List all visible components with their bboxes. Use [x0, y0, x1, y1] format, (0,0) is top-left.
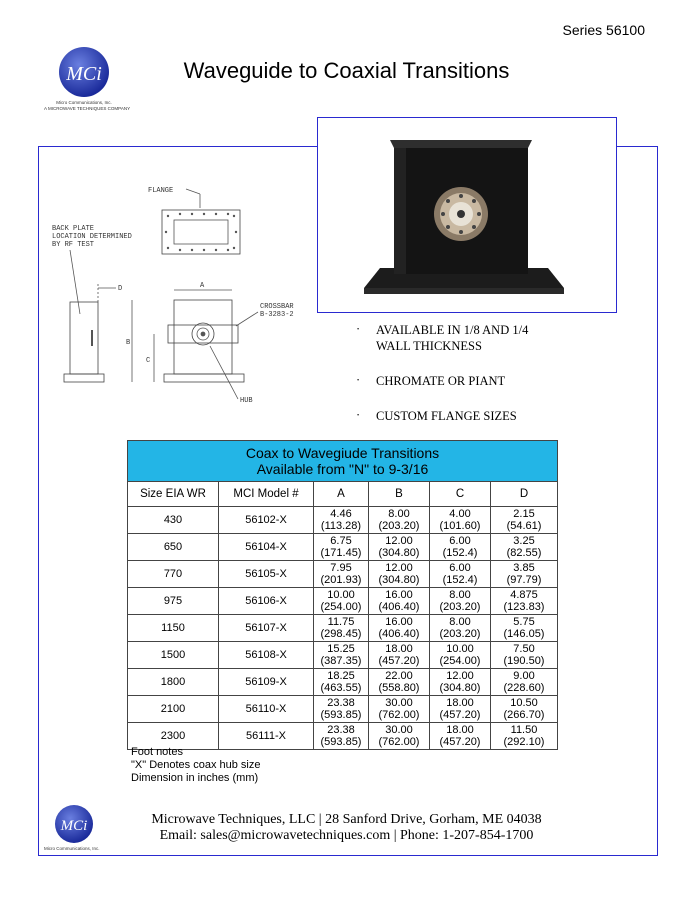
contact-address: Microwave Techniques, LLC | 28 Sanford Drive, Gorham, ME 04038 — [151, 812, 542, 827]
logo-caption: Micro Communications, Inc. — [56, 100, 112, 105]
svg-text:D: D — [118, 285, 123, 293]
logo-caption: Micro Communications, Inc. — [44, 846, 100, 851]
feature-item: · CUSTOM FLANGE SIZES — [356, 408, 517, 423]
contact-info — [0, 812, 693, 844]
page-title: Waveguide to Coaxial Transitions — [183, 58, 510, 83]
svg-text:C: C — [146, 357, 151, 365]
footnotes-title: Foot notes — [131, 746, 183, 758]
series-label: Series 56100 — [562, 22, 645, 38]
svg-text:FLANGE: FLANGE — [148, 187, 174, 195]
table-row: 770 56105-X 7.95 (201.93) 12.00 (304.80) 6.00 (152.4) 3.85 (97.79) — [128, 561, 558, 588]
dimension-drawing — [50, 180, 310, 415]
footnote-line: "X" Denotes coax hub size — [131, 759, 261, 771]
table-row: 430 56102-X 4.46 (113.28) 8.00 (203.20) 4.00 (101.60) 2.15 (54.61) — [128, 507, 558, 534]
logo-caption-sub: A MICROWAVE TECHNIQUES COMPANY — [44, 106, 131, 111]
svg-text:LOCATION DETERMINED: LOCATION DETERMINED — [52, 233, 132, 241]
col-header: C — [430, 482, 491, 507]
table-row: 1500 56108-X 15.25 (387.35) 18.00 (457.20) 10.00 (254.00) 7.50 (190.50) — [128, 642, 558, 669]
table-row: 650 56104-X 6.75 (171.45) 12.00 (304.80) 6.00 (152.4) 3.25 (82.55) — [128, 534, 558, 561]
svg-text:MCi: MCi — [66, 63, 102, 85]
feature-item: · AVAILABLE IN 1/8 AND 1/4 WALL THICKNESS — [356, 322, 529, 353]
feature-item: · CHROMATE OR PIANT — [356, 373, 506, 388]
feature-list — [356, 322, 576, 443]
table-row: 1800 56109-X 18.25 (463.55) 22.00 (558.80) 12.00 (304.80) 9.00 (228.60) — [128, 669, 558, 696]
svg-text:MCi: MCi — [60, 818, 88, 834]
footnote-line: Dimension in inches (mm) — [131, 772, 259, 784]
svg-text:HUB: HUB — [240, 397, 253, 405]
col-header: MCI Model # — [219, 482, 314, 507]
svg-text:B-3283-2: B-3283-2 — [260, 311, 294, 319]
contact-email-phone: Email: sales@microwavetechniques.com | Phone: 1-207-854-1700 — [159, 828, 534, 843]
svg-text:BACK PLATE: BACK PLATE — [52, 225, 95, 233]
table-row: 975 56106-X 10.00 (254.00) 16.00 (406.40) 8.00 (203.20) 4.875 (123.83) — [128, 588, 558, 615]
product-photo — [317, 117, 617, 313]
col-header: B — [369, 482, 430, 507]
svg-text:CROSSBAR: CROSSBAR — [260, 303, 294, 311]
table-row: 1150 56107-X 11.75 (298.45) 16.00 (406.40) 8.00 (203.20) 5.75 (146.05) — [128, 615, 558, 642]
svg-text:A: A — [200, 282, 205, 290]
footnotes — [131, 746, 261, 785]
col-header: Size EIA WR — [128, 482, 219, 507]
table-row: 2300 56111-X 23.38 (593.85) 30.00 (762.00) 18.00 (457.20) 11.50 (292.10) — [128, 723, 558, 750]
spec-table — [127, 440, 558, 750]
col-header: A — [314, 482, 369, 507]
table-row: 2100 56110-X 23.38 (593.85) 30.00 (762.00) 18.00 (457.20) 10.50 (266.70) — [128, 696, 558, 723]
col-header: D — [491, 482, 558, 507]
table-banner: Coax to Wavegiude Transitions Available from "N" to 9-3/16 — [128, 441, 558, 482]
svg-text:B: B — [126, 339, 131, 347]
svg-text:BY RF TEST: BY RF TEST — [52, 241, 95, 249]
